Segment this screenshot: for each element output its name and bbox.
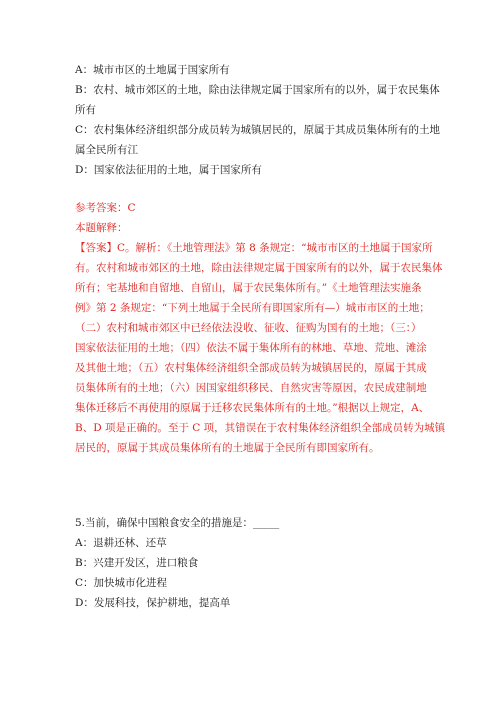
- explanation-line: 例》第 2 条规定：“下列土地属于全民所有即国家所有—）城市市区的土地；: [75, 302, 430, 314]
- q5-option-b: B：兴建开发区，进口粮食: [75, 557, 199, 569]
- q5-stem: 5.当前，确保中国粮食安全的措施是：_____: [75, 517, 280, 529]
- q5-option-a: A：退耕还林、还草: [75, 537, 167, 549]
- q5-option-c: C：加快城市化进程: [75, 577, 168, 589]
- explanation-line: B、D 项是正确的。至于 C 项，其错误在于农村集体经济组织全部成员转为城镇: [75, 422, 446, 434]
- explanation-heading: 本题解释：: [75, 222, 128, 234]
- explanation-line: （二）农村和城市郊区中已经依法没收、征收、征购为国有的土地；（三：）: [75, 322, 422, 334]
- q4-option-b-continued: 所有: [75, 104, 96, 116]
- q4-option-d: D：国家依法征用的土地，属于国家所有: [75, 164, 262, 176]
- reference-answer: 参考答案：C: [75, 202, 136, 214]
- explanation-line: 集体迁移后不再使用的原属于迁移农民集体所有的土地。”根据以上规定，A、: [75, 402, 430, 414]
- explanation-line: 国家依法征用的土地；（四）依法不属于集体所有的林地、草地、荒地、滩涂: [75, 342, 427, 354]
- q4-option-c: C：农村集体经济组织部分成员转为城镇居民的，原属于其成员集体所有的土地: [75, 124, 441, 136]
- q4-option-a: A：城市市区的土地属于国家所有: [75, 64, 230, 76]
- explanation-line: 及其他土地；（五）农村集体经济组织全部成员转为城镇居民的，原属于其成: [75, 362, 427, 374]
- explanation-line: 有。农村和城市郊区的土地，除由法律规定属于国家所有的以外，属于农民集体: [75, 262, 443, 274]
- explanation-line: 【答案】C。解析：《土地管理法》第 8 条规定：“城市市区的土地属于国家所: [75, 242, 433, 254]
- q4-option-c-continued: 属全民所有江: [75, 144, 138, 156]
- explanation-line: 居民的，原属于其成员集体所有的土地属于全民所有即国家所有。: [75, 442, 380, 454]
- q5-option-d: D：发展科技，保护耕地，提高单: [75, 597, 231, 609]
- explanation-line: 员集体所有的土地；（六）因国家组织移民、自然灾害等原因，农民成建制地: [75, 382, 427, 394]
- explanation-line: 所有；宅基地和自留地、自留山，属于农民集体所有。”《土地管理法实施条: [75, 282, 422, 294]
- q4-option-b: B：农村、城市郊区的土地，除由法律规定属于国家所有的以外，属于农民集体: [75, 84, 440, 96]
